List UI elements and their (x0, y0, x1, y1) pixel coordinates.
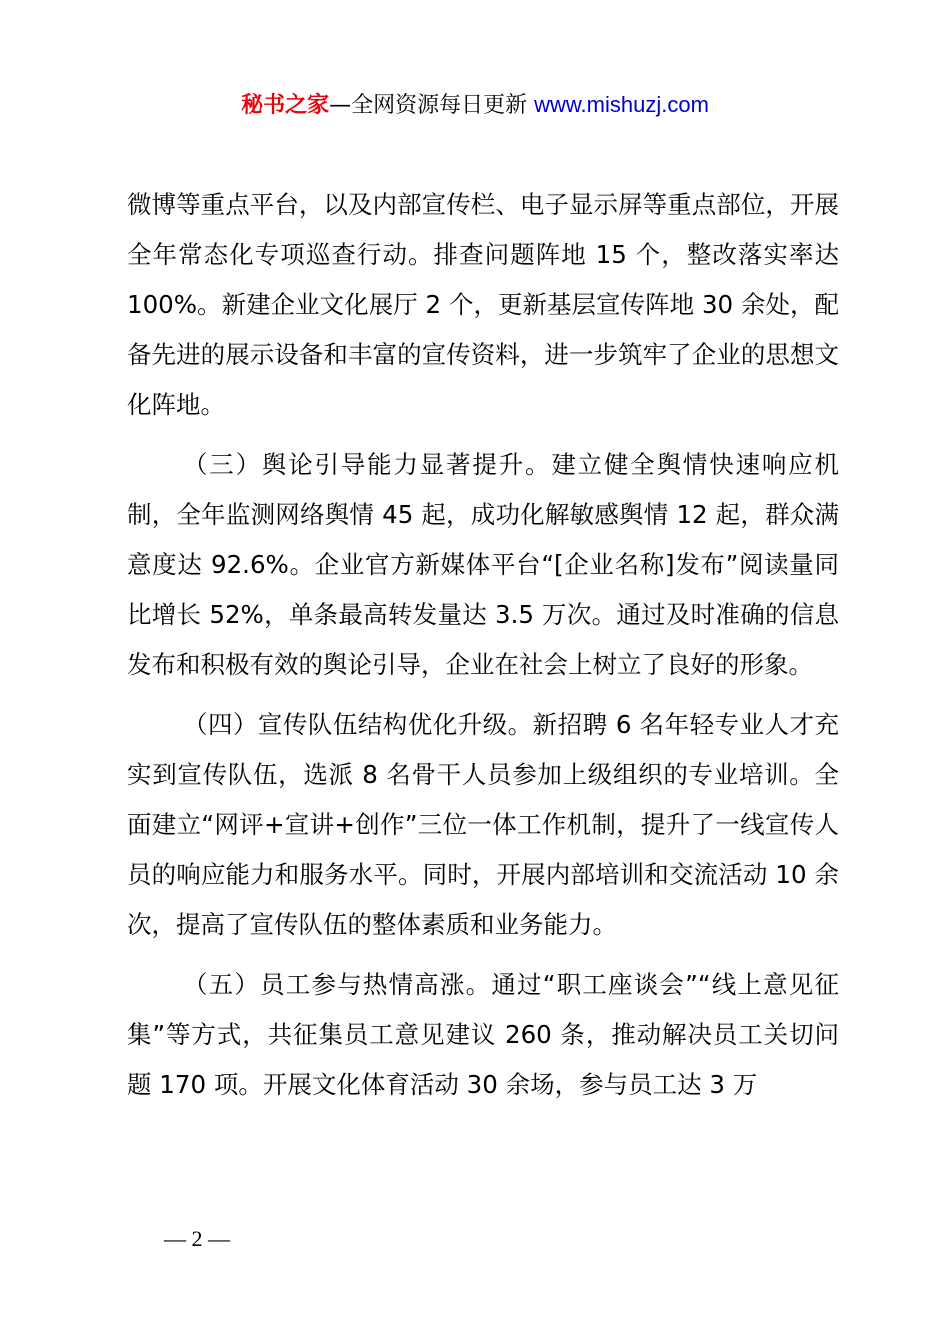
paragraph-section-4: （四）宣传队伍结构优化升级。新招聘 6 名年轻专业人才充实到宣传队伍，选派 8 名骨干人员参加上级组织的专业培训。全面建立“网评+宣讲+创作”三位一体工作机制，提升了一线宣传人员的响应能力和服务水平。同时，开展内部培训和交流活动 10 余次，提高了宣传队伍的整体素质和业务能力。 (127, 710, 839, 939)
paragraph-continuation: 微博等重点平台，以及内部宣传栏、电子显示屏等重点部位，开展全年常态化专项巡查行动。排查问题阵地 15 个，整改落实率达 100%。新建企业文化展厅 2 个，更新基层宣传阵地 30 余处，配备先进的展示设备和丰富的宣传资料，进一步筑牢了企业的思想文化阵地。 (127, 190, 839, 419)
page-number: — 2 — (164, 1226, 230, 1251)
header-url-link[interactable]: www.mishuzj.com (534, 92, 709, 117)
paragraph-section-3: （三）舆论引导能力显著提升。建立健全舆情快速响应机制，全年监测网络舆情 45 起，成功化解敏感舆情 12 起，群众满意度达 92.6%。企业官方新媒体平台“[企业名称]发布”阅读量同比增长 52%，单条最高转发量达 3.5 万次。通过及时准确的信息发布和积极有效的舆论引导，企业在社会上树立了良好的形象。 (127, 450, 839, 679)
document-body (127, 180, 839, 1120)
site-header (0, 88, 950, 123)
paragraph-section-5: （五）员工参与热情高涨。通过“职工座谈会”“线上意见征集”等方式，共征集员工意见建议 260 条，推动解决员工关切问题 170 项。开展文化体育活动 30 余场，参与员工达 3 万 (127, 970, 839, 1099)
header-slogan: —全网资源每日更新 (329, 93, 535, 118)
header-brand: 秘书之家 (241, 93, 330, 118)
